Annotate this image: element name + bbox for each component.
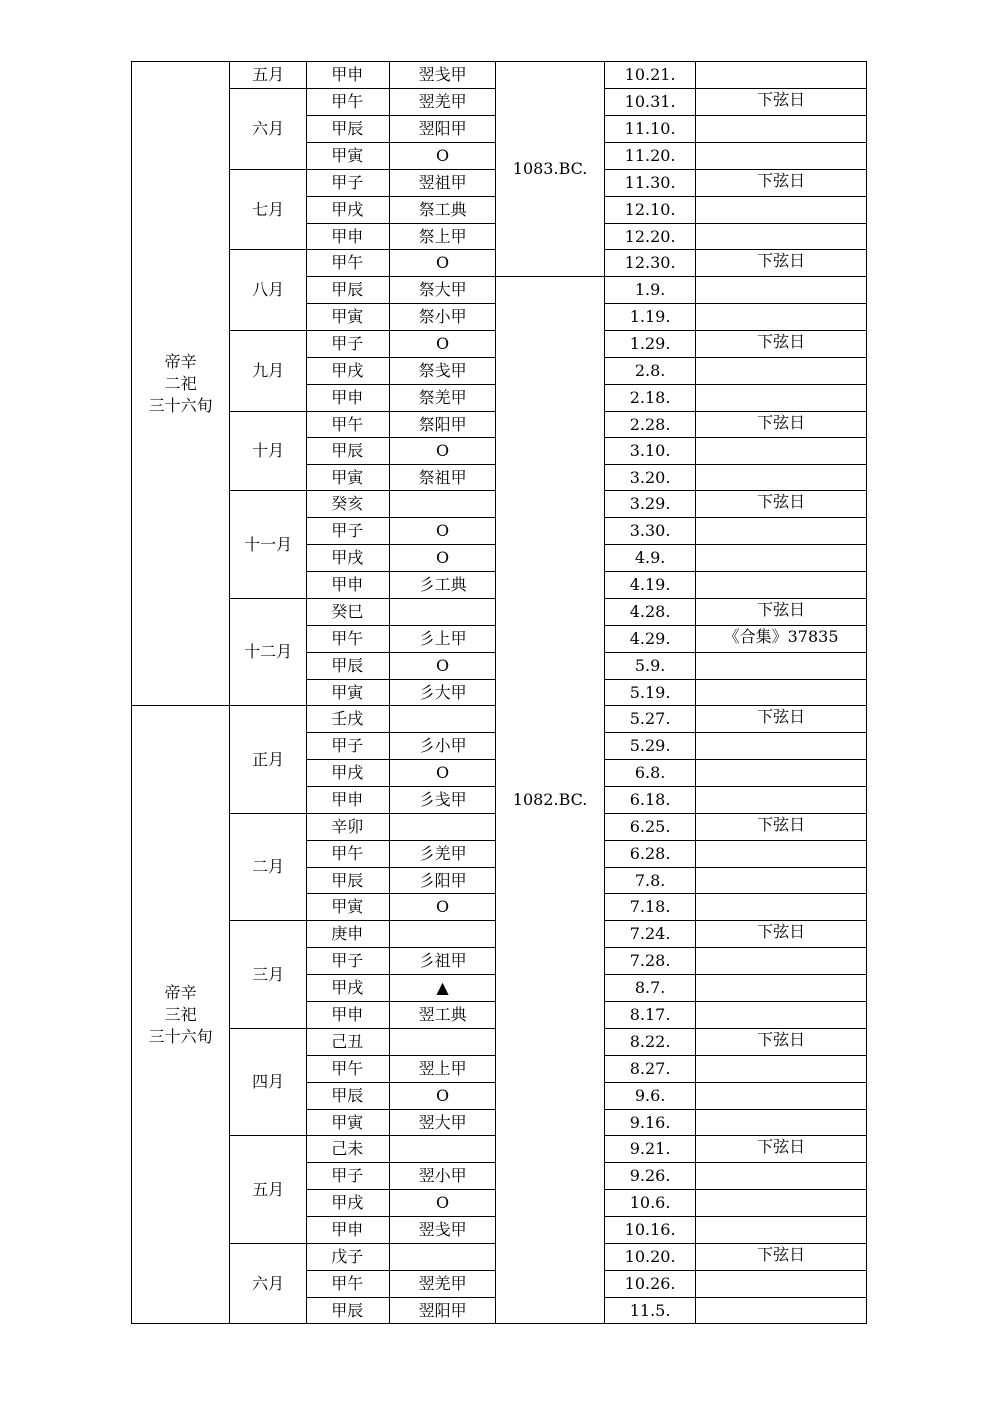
date-cell: 4.28.: [605, 599, 695, 625]
event-cell: [390, 599, 495, 625]
ganzhi-cell: 甲戌: [307, 358, 389, 384]
reign-line: 二祀: [164, 373, 197, 393]
note-cell: [696, 653, 866, 679]
ganzhi-cell: 甲戌: [307, 1190, 389, 1216]
date-cell: 1.9.: [605, 277, 695, 303]
event-cell: O: [390, 1083, 495, 1109]
note-cell: [696, 1271, 866, 1297]
note-cell: [696, 760, 866, 786]
month-cell: 七月: [230, 170, 306, 249]
note-cell: 下弦日: [696, 250, 866, 276]
note-cell: [696, 1002, 866, 1028]
date-cell: 2.18.: [605, 385, 695, 411]
event-cell: O: [390, 760, 495, 786]
date-cell: 10.31.: [605, 89, 695, 115]
event-cell: 翌祖甲: [390, 170, 495, 196]
note-cell: 下弦日: [696, 706, 866, 732]
month-cell: 四月: [230, 1029, 306, 1135]
month-cell: 十二月: [230, 599, 306, 705]
note-cell: [696, 1083, 866, 1109]
event-cell: O: [390, 518, 495, 544]
ganzhi-cell: 甲辰: [307, 868, 389, 893]
note-cell: 下弦日: [696, 921, 866, 947]
event-cell: 彡小甲: [390, 733, 495, 759]
ganzhi-cell: 甲午: [307, 250, 389, 276]
event-cell: 彡羌甲: [390, 841, 495, 867]
date-cell: 3.29.: [605, 491, 695, 517]
date-cell: 1.19.: [605, 304, 695, 330]
grid-line: [131, 1323, 229, 1324]
event-cell: 祭小甲: [390, 304, 495, 330]
date-cell: 8.27.: [605, 1056, 695, 1082]
event-cell: 彡祖甲: [390, 948, 495, 974]
event-cell: 翌戋甲: [390, 62, 495, 88]
ganzhi-cell: 甲子: [307, 948, 389, 974]
date-cell: 11.10.: [605, 116, 695, 142]
ganzhi-cell: 戊子: [307, 1244, 389, 1270]
date-cell: 1.29.: [605, 331, 695, 357]
note-cell: [696, 143, 866, 169]
event-cell: 翌阳甲: [390, 1298, 495, 1323]
note-cell: [696, 894, 866, 920]
event-cell: [390, 1136, 495, 1162]
event-cell: O: [390, 545, 495, 571]
ganzhi-cell: 辛卯: [307, 814, 389, 840]
note-cell: [696, 358, 866, 384]
note-cell: [696, 1217, 866, 1243]
event-cell: 翌阳甲: [390, 116, 495, 142]
ganzhi-cell: 甲寅: [307, 1110, 389, 1135]
event-cell: 祭上甲: [390, 224, 495, 249]
event-cell: ▲: [390, 975, 495, 1001]
event-cell: O: [390, 438, 495, 464]
note-cell: [696, 304, 866, 330]
note-cell: [696, 572, 866, 598]
ganzhi-cell: 甲寅: [307, 680, 389, 705]
date-cell: 5.19.: [605, 680, 695, 705]
date-cell: 5.29.: [605, 733, 695, 759]
note-cell: [696, 518, 866, 544]
event-cell: 祭工典: [390, 197, 495, 223]
month-cell: 十月: [230, 412, 306, 490]
note-cell: 下弦日: [696, 170, 866, 196]
event-cell: 翌羌甲: [390, 89, 495, 115]
ganzhi-cell: 甲午: [307, 841, 389, 867]
event-cell: [390, 706, 495, 732]
date-cell: 11.30.: [605, 170, 695, 196]
ganzhi-cell: 己未: [307, 1136, 389, 1162]
ganzhi-cell: 己丑: [307, 1029, 389, 1055]
date-cell: 10.6.: [605, 1190, 695, 1216]
event-cell: 祭戋甲: [390, 358, 495, 384]
event-cell: O: [390, 331, 495, 357]
event-cell: 翌工典: [390, 1002, 495, 1028]
ganzhi-cell: 甲辰: [307, 653, 389, 679]
date-cell: 12.20.: [605, 224, 695, 249]
event-cell: 祭阳甲: [390, 412, 495, 437]
note-cell: [696, 385, 866, 411]
date-cell: 10.16.: [605, 1217, 695, 1243]
month-cell: 六月: [230, 89, 306, 169]
event-cell: 翌小甲: [390, 1163, 495, 1189]
ganzhi-cell: 癸亥: [307, 491, 389, 517]
ganzhi-cell: 壬戌: [307, 706, 389, 732]
note-cell: [696, 1298, 866, 1323]
date-cell: 6.18.: [605, 787, 695, 813]
event-cell: 彡阳甲: [390, 868, 495, 893]
reign-line: 帝辛: [164, 982, 197, 1002]
date-cell: 3.30.: [605, 518, 695, 544]
date-cell: 5.27.: [605, 706, 695, 732]
ganzhi-cell: 甲午: [307, 1056, 389, 1082]
event-cell: [390, 921, 495, 947]
ganzhi-cell: 庚申: [307, 921, 389, 947]
note-cell: [696, 841, 866, 867]
note-cell: [696, 62, 866, 88]
ganzhi-cell: 甲申: [307, 385, 389, 411]
event-cell: 祭大甲: [390, 277, 495, 303]
event-cell: O: [390, 143, 495, 169]
date-cell: 11.5.: [605, 1298, 695, 1323]
ganzhi-cell: 甲申: [307, 572, 389, 598]
note-cell: 下弦日: [696, 1244, 866, 1270]
note-cell: 下弦日: [696, 89, 866, 115]
note-cell: [696, 975, 866, 1001]
grid-line: [229, 1323, 306, 1324]
ganzhi-cell: 甲申: [307, 787, 389, 813]
date-cell: 9.21.: [605, 1136, 695, 1162]
event-cell: [390, 491, 495, 517]
date-cell: 10.20.: [605, 1244, 695, 1270]
event-cell: 彡戋甲: [390, 787, 495, 813]
event-cell: 翌大甲: [390, 1110, 495, 1135]
reign-line: 三十六旬: [148, 1026, 213, 1046]
ganzhi-cell: 甲子: [307, 331, 389, 357]
date-cell: 8.7.: [605, 975, 695, 1001]
ganzhi-cell: 甲戌: [307, 975, 389, 1001]
ganzhi-cell: 甲辰: [307, 438, 389, 464]
ganzhi-cell: 甲戌: [307, 545, 389, 571]
note-cell: 下弦日: [696, 599, 866, 625]
note-cell: [696, 224, 866, 249]
year-cell: 1083.BC.: [496, 62, 604, 276]
ganzhi-cell: 甲午: [307, 89, 389, 115]
month-cell: 八月: [230, 250, 306, 330]
event-cell: 祭羌甲: [390, 385, 495, 411]
month-cell: 五月: [230, 1136, 306, 1243]
event-cell: [390, 814, 495, 840]
note-cell: 下弦日: [696, 331, 866, 357]
event-cell: O: [390, 1190, 495, 1216]
note-cell: 《合集》37835: [696, 626, 866, 652]
month-cell: 六月: [230, 1244, 306, 1323]
month-cell: 二月: [230, 814, 306, 920]
ganzhi-cell: 甲申: [307, 224, 389, 249]
ganzhi-cell: 甲寅: [307, 894, 389, 920]
ganzhi-cell: 甲子: [307, 1163, 389, 1189]
reign-line: 三十六旬: [148, 395, 213, 415]
ganzhi-cell: 甲子: [307, 733, 389, 759]
event-cell: 祭祖甲: [390, 465, 495, 490]
note-cell: 下弦日: [696, 1136, 866, 1162]
note-cell: [696, 116, 866, 142]
date-cell: 3.20.: [605, 465, 695, 490]
grid-line: [866, 61, 867, 1324]
event-cell: 彡工典: [390, 572, 495, 598]
ganzhi-cell: 甲申: [307, 1217, 389, 1243]
ganzhi-cell: 甲寅: [307, 143, 389, 169]
note-cell: [696, 787, 866, 813]
ganzhi-cell: 甲午: [307, 412, 389, 437]
date-cell: 10.26.: [605, 1271, 695, 1297]
month-cell: 五月: [230, 62, 306, 88]
date-cell: 4.29.: [605, 626, 695, 652]
ganzhi-cell: 甲午: [307, 1271, 389, 1297]
note-cell: [696, 733, 866, 759]
date-cell: 8.22.: [605, 1029, 695, 1055]
note-cell: [696, 680, 866, 705]
reign-cell: [132, 62, 229, 705]
ganzhi-cell: 甲辰: [307, 277, 389, 303]
date-cell: 9.26.: [605, 1163, 695, 1189]
note-cell: [696, 197, 866, 223]
note-cell: [696, 868, 866, 893]
event-cell: 翌戋甲: [390, 1217, 495, 1243]
note-cell: [696, 1056, 866, 1082]
date-cell: 7.8.: [605, 868, 695, 893]
date-cell: 7.28.: [605, 948, 695, 974]
date-cell: 6.25.: [605, 814, 695, 840]
year-cell: 1082.BC.: [496, 277, 604, 1323]
reign-line: 帝辛: [164, 351, 197, 371]
event-cell: 彡大甲: [390, 680, 495, 705]
date-cell: 8.17.: [605, 1002, 695, 1028]
note-cell: 下弦日: [696, 1029, 866, 1055]
event-cell: [390, 1029, 495, 1055]
note-cell: [696, 1190, 866, 1216]
event-cell: O: [390, 894, 495, 920]
month-cell: 正月: [230, 706, 306, 813]
month-cell: 三月: [230, 921, 306, 1028]
date-cell: 6.28.: [605, 841, 695, 867]
date-cell: 6.8.: [605, 760, 695, 786]
date-cell: 7.24.: [605, 921, 695, 947]
ganzhi-cell: 甲戌: [307, 760, 389, 786]
ganzhi-cell: 甲子: [307, 170, 389, 196]
grid-line: [306, 1323, 496, 1324]
date-cell: 12.10.: [605, 197, 695, 223]
date-cell: 3.10.: [605, 438, 695, 464]
event-cell: [390, 1244, 495, 1270]
ganzhi-cell: 甲辰: [307, 1298, 389, 1323]
ganzhi-cell: 甲辰: [307, 1083, 389, 1109]
note-cell: 下弦日: [696, 814, 866, 840]
date-cell: 10.21.: [605, 62, 695, 88]
ganzhi-cell: 甲戌: [307, 197, 389, 223]
reign-cell: [132, 706, 229, 1323]
event-cell: O: [390, 250, 495, 276]
note-cell: [696, 1110, 866, 1135]
event-cell: 翌上甲: [390, 1056, 495, 1082]
note-cell: [696, 465, 866, 490]
note-cell: [696, 438, 866, 464]
date-cell: 9.16.: [605, 1110, 695, 1135]
note-cell: 下弦日: [696, 412, 866, 437]
ganzhi-cell: 甲子: [307, 518, 389, 544]
ganzhi-cell: 甲申: [307, 62, 389, 88]
date-cell: 12.30.: [605, 250, 695, 276]
event-cell: 彡上甲: [390, 626, 495, 652]
note-cell: [696, 277, 866, 303]
event-cell: O: [390, 653, 495, 679]
note-cell: [696, 1163, 866, 1189]
note-cell: [696, 948, 866, 974]
ganzhi-cell: 甲寅: [307, 304, 389, 330]
ganzhi-cell: 甲寅: [307, 465, 389, 490]
date-cell: 5.9.: [605, 653, 695, 679]
note-cell: 下弦日: [696, 491, 866, 517]
date-cell: 7.18.: [605, 894, 695, 920]
date-cell: 2.8.: [605, 358, 695, 384]
month-cell: 十一月: [230, 491, 306, 598]
date-cell: 11.20.: [605, 143, 695, 169]
note-cell: [696, 545, 866, 571]
grid-line: [604, 1323, 867, 1324]
ganzhi-cell: 甲辰: [307, 116, 389, 142]
date-cell: 4.9.: [605, 545, 695, 571]
date-cell: 9.6.: [605, 1083, 695, 1109]
ganzhi-cell: 甲午: [307, 626, 389, 652]
grid-line: [495, 1323, 604, 1324]
ganzhi-cell: 甲申: [307, 1002, 389, 1028]
event-cell: 翌羌甲: [390, 1271, 495, 1297]
date-cell: 4.19.: [605, 572, 695, 598]
date-cell: 2.28.: [605, 412, 695, 437]
month-cell: 九月: [230, 331, 306, 411]
ganzhi-cell: 癸巳: [307, 599, 389, 625]
reign-line: 三祀: [164, 1004, 197, 1024]
